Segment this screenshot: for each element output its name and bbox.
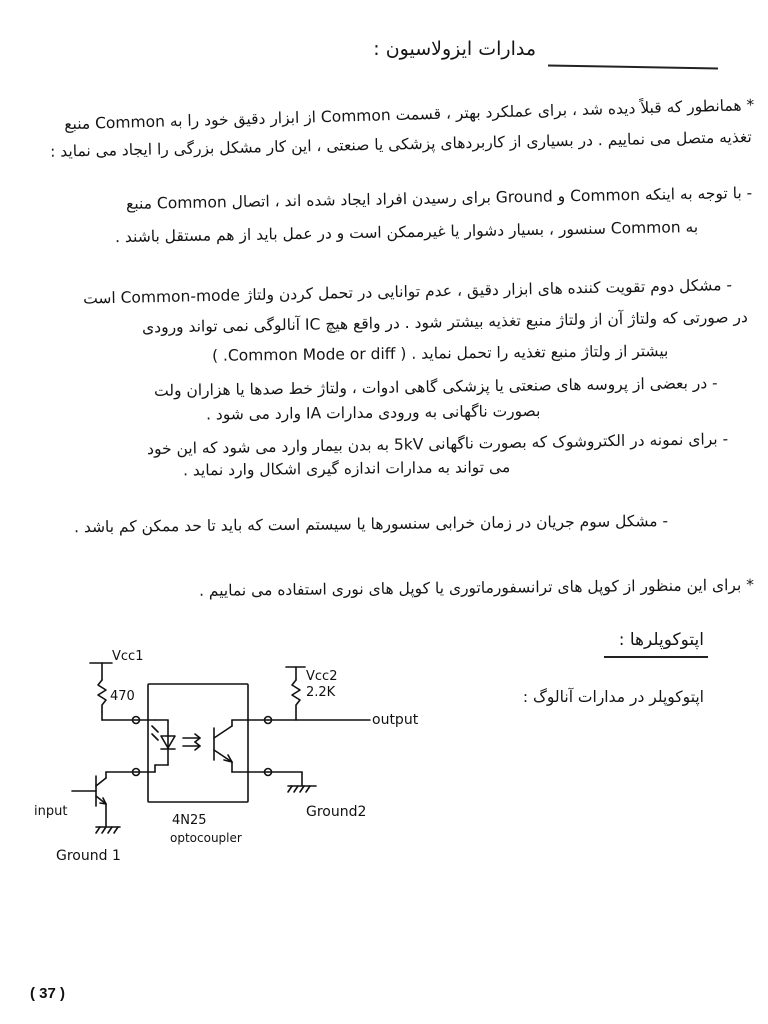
text-line: - با توجه به اینکه Common و Ground برای رسیدن افراد ایجاد شده اند ، اتصال Common منبع — [125, 184, 753, 213]
text-line: اپتوکوپلر در مدارات آنالوگ : — [522, 688, 704, 706]
page-number: ( 37 ) — [30, 985, 66, 1002]
text-line: تغذیه متصل می نماییم . در بسیاری از کاربردهای پزشکی یا صنعتی ، این کار مشکل بزرگی را ایجاد می نماید : — [50, 128, 753, 161]
text-line: - در بعضی از پروسه های صنعتی یا پزشکی گاهی ادوات ، ولتاژ خط صدها یا هزاران ولت — [154, 374, 719, 400]
page-title: مدارات ایزولاسیون : — [373, 38, 536, 60]
text-line: - مشکل سوم جریان در زمان خرابی سنسورها یا سیستم است که باید تا حد ممکن کم باشد . — [73, 512, 669, 537]
text-line: بیشتر از ولتاژ منبع تغذیه را تحمل نماید . ( Common Mode or diff. ) — [211, 342, 669, 365]
text-line: - برای نمونه در الکتروشوک که بصورت ناگهانی 5kV به بدن بیمار وارد می شود که این خود — [146, 430, 729, 459]
ground1-label: Ground 1 — [56, 848, 121, 864]
r2-label: 2.2K — [306, 685, 336, 700]
r1-label: 470 — [110, 689, 135, 704]
vcc2-label: Vcc2 — [306, 669, 338, 684]
text-line: - مشکل دوم تقویت کننده های ابزار دقیق ، عدم توانایی در تحمل کردن ولتاژ Common-mode است — [83, 276, 733, 308]
text-line: * برای این منظور از کوپل های ترانسفورماتوری یا کوپل های نوری استفاده می نماییم . — [199, 576, 755, 600]
text-line: بصورت ناگهانی به ورودی مدارات IA وارد می شود . — [205, 402, 541, 424]
text-line: * همانطور که قبلاً دیده شد ، برای عملکرد بهتر ، قسمت Common از ابزار دقیق خود را به Common منبع — [63, 96, 755, 134]
text-line: به Common سنسور ، بسیار دشوار یا غیرممکن است و در عمل باید از هم مستقل باشند . — [114, 218, 699, 247]
part-description: optocoupler — [170, 831, 242, 845]
section-heading: اپتوکوپلرها : — [618, 630, 704, 650]
output-label: output — [372, 712, 419, 728]
text-line: می تواند به مدارات اندازه گیری اشکال وارد نماید . — [182, 458, 511, 480]
part-number: 4N25 — [172, 813, 207, 828]
vcc1-label: Vcc1 — [112, 649, 144, 664]
ground2-label: Ground2 — [306, 804, 367, 820]
input-label: input — [34, 804, 68, 819]
text-line: در صورتی که ولتاژ آن از ولتاژ منبع تغذیه بیشتر شود . در واقع هیچ IC آنالوگی نمی تواند ورودی — [142, 308, 749, 337]
